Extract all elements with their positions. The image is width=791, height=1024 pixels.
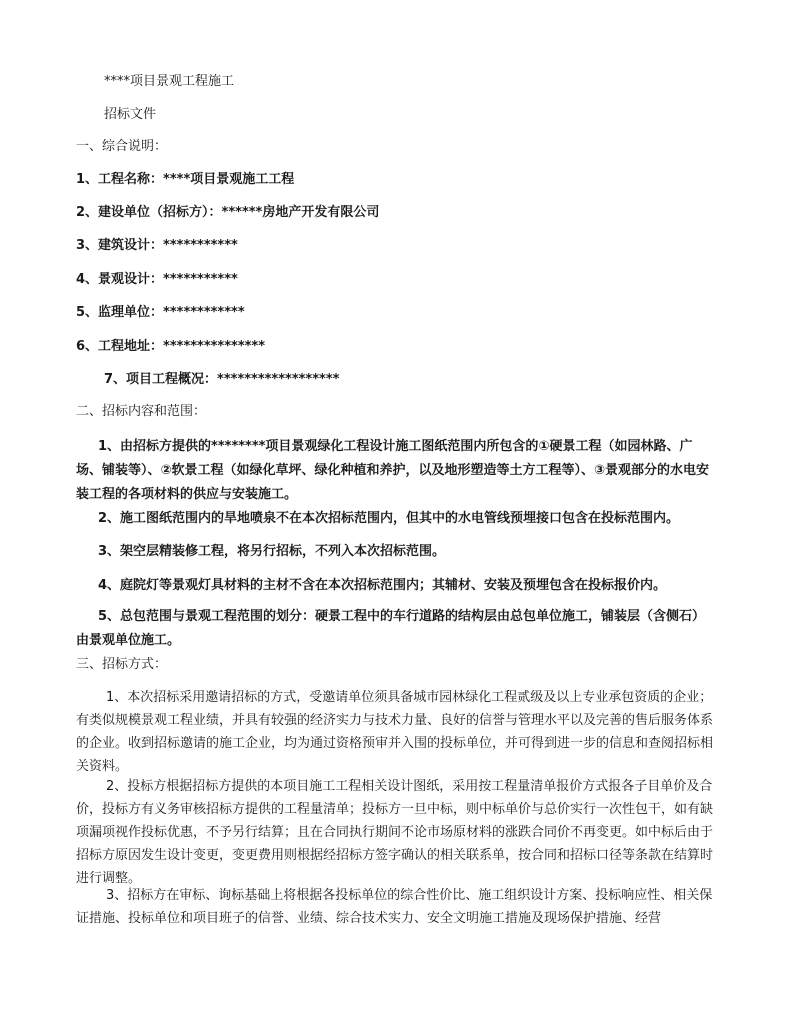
item-client [76, 205, 379, 221]
item-label: 5、监理单位： [76, 305, 164, 320]
item-value: ****************** [217, 372, 340, 387]
item-landscape-designer [76, 272, 238, 288]
item-value: ******房地产开发有限公司 [221, 205, 380, 220]
section2-paragraph-1: 1、由招标方提供的********项目景观绿化工程设计施工图纸范围内所包含的①硬景工程（如园林路、广场、铺装等）、②软景工程（如绿化草坪、绿化种植和养护，以及地形塑造等土方工程等）、③景观部分的水电安装工程的各项材料的供应与安装施工。 [76, 439, 710, 502]
item-project-name [76, 172, 294, 188]
item-value: ************ [163, 305, 245, 320]
item-label: 7、项目工程概况： [104, 372, 218, 387]
document-title: ****项目景观工程施工 [104, 74, 235, 89]
section2-paragraph-5: 5、总包范围与景观工程范围的划分：硬景工程中的车行道路的结构层由总包单位施工，铺装层（含侧石）由景观单位施工。 [76, 609, 706, 648]
item-label: 6、工程地址： [76, 339, 164, 354]
section2-paragraph-4: 4、庭院灯等景观灯具材料的主材不含在本次招标范围内；其辅材、安装及预埋包含在投标报价内。 [98, 578, 667, 593]
item-overview [104, 372, 339, 388]
section2-paragraph-2: 2、施工图纸范围内的旱地喷泉不在本次招标范围内，但其中的水电管线预埋接口包含在投标范围内。 [98, 511, 680, 526]
item-label: 3、建筑设计： [76, 238, 164, 253]
item-architect [76, 238, 238, 254]
section1-heading: 一、综合说明： [76, 139, 168, 154]
item-value: *********** [163, 238, 238, 253]
section3-paragraph-3: 3、招标方在审标、询标基础上将根据各投标单位的综合性价比、施工组织设计方案、投标响应性、相关保证措施、投标单位和项目班子的信誉、业绩、综合技术实力、安全文明施工措施及现场保护措施、经营 [76, 888, 713, 926]
document-subtitle: 招标文件 [104, 107, 157, 122]
item-value: *************** [163, 339, 266, 354]
item-label: 4、景观设计： [76, 272, 164, 287]
item-supervisor [76, 305, 245, 321]
section2-heading: 二、招标内容和范围： [76, 404, 207, 419]
item-address [76, 339, 265, 355]
item-label: 2、建设单位（招标方）： [76, 205, 222, 220]
section3-paragraph-2: 2、投标方根据招标方提供的本项目施工工程相关设计图纸，采用按工程量清单报价方式报各子目单价及合价，投标方有义务审核招标方提供的工程量清单；投标方一旦中标，则中标单价与总价实行一次性包干，如有缺项漏项视作投标优惠，不予另行结算；且在合同执行期间不论市场原材料的涨跌合同价不再变更。如中标后由于招标方原因发生设计变更，变更费用则根据经招标方签字确认的相关联系单，按合同和招标口径等条款在结算时进行调整。 [76, 779, 714, 886]
section3-paragraph-1: 1、本次招标采用邀请招标的方式，受邀请单位须具备城市园林绿化工程贰级及以上专业承包资质的企业；有类似规模景观工程业绩，并具有较强的经济实力与技术力量、良好的信誉与管理水平以及完善的售后服务体系的企业。收到招标邀请的施工企业，均为通过资格预审并入围的投标单位，并可得到进一步的信息和查阅招标相关资料。 [76, 690, 714, 774]
section2-paragraph-3: 3、架空层精装修工程，将另行招标，不列入本次招标范围。 [98, 544, 446, 559]
item-value: ****项目景观施工工程 [163, 172, 295, 187]
item-label: 1、工程名称： [76, 172, 164, 187]
section3-heading: 三、招标方式： [76, 657, 168, 672]
item-value: *********** [163, 272, 238, 287]
